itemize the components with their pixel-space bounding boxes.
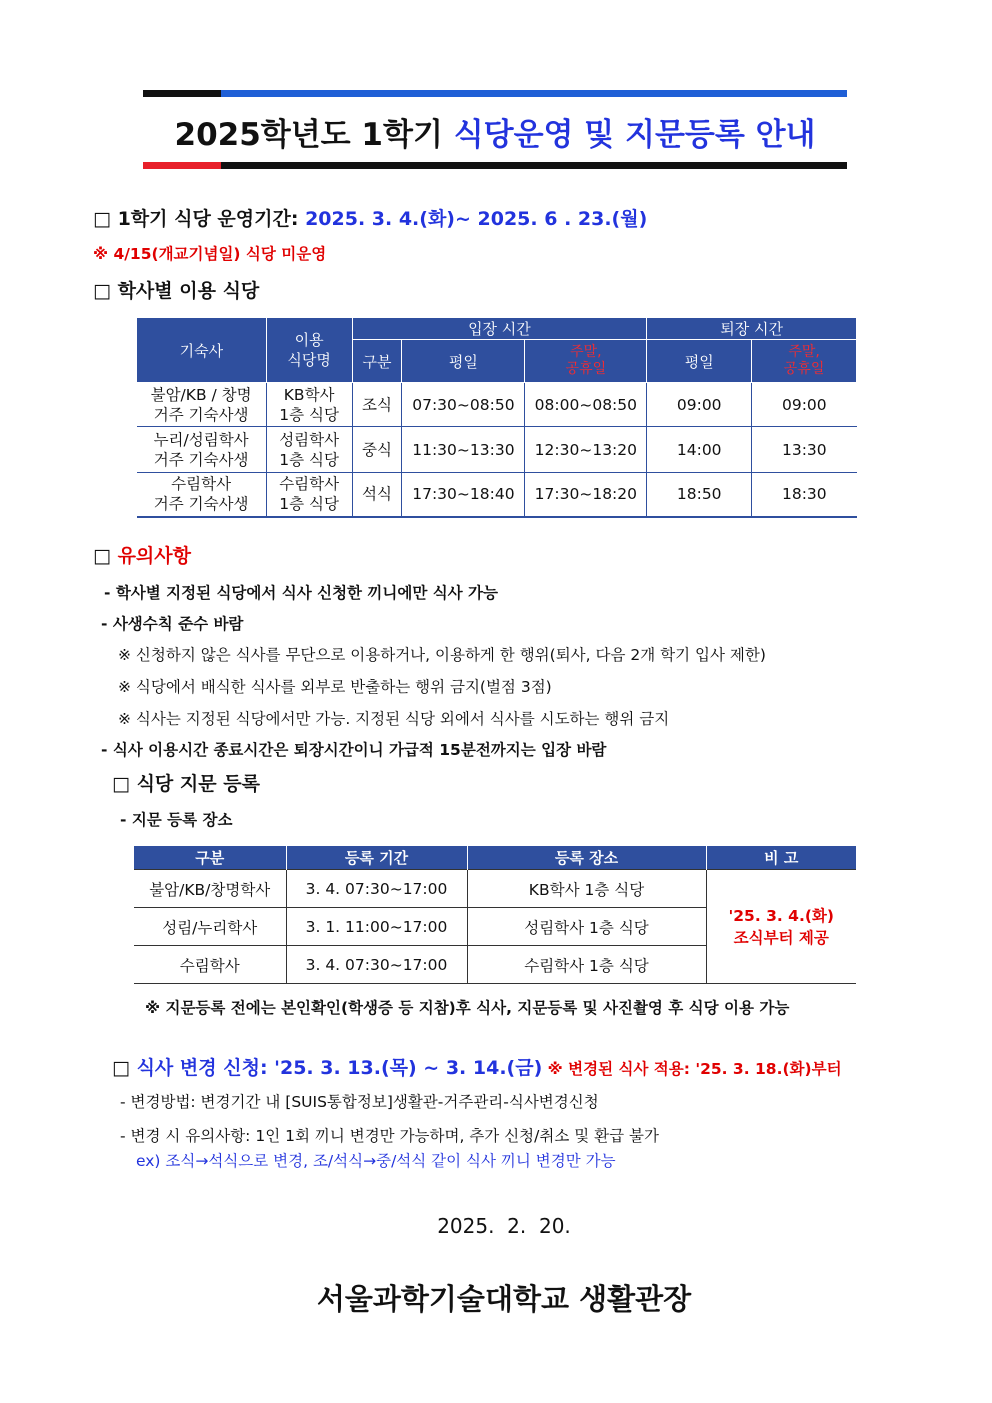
title-banner (143, 90, 847, 170)
table-row (134, 870, 856, 908)
fingerprint-footnote: ※ 지문등록 전에는 본인확인(학생증 등 지참)후 식사, 지문등록 및 사진촬영 후 식당 이용 가능 (145, 999, 790, 1017)
header-exit-holiday: 주말, 공휴일 (752, 340, 857, 383)
cell-in-holiday: 17:30~18:20 (525, 473, 647, 517)
header-type: 구분 (352, 340, 402, 383)
caution-item: ※ 식사는 지정된 식당에서만 가능. 지정된 식당 외에서 식사를 시도하는 행위 금지 (118, 710, 670, 728)
cell-out-weekday: 18:50 (647, 473, 752, 517)
cell-group: 성림/누리학사 (134, 908, 286, 946)
cell-note: '25. 3. 4.(화) 조식부터 제공 (706, 870, 856, 984)
caution-title: □ 유의사항 (93, 545, 191, 567)
cell-in-weekday: 17:30~18:40 (402, 473, 525, 517)
fingerprint-table (134, 846, 856, 984)
cell-group: 수림학사 (134, 946, 286, 984)
cell-out-holiday: 13:30 (752, 427, 857, 473)
header-holiday: 주말, 공휴일 (525, 340, 647, 383)
header-exit-time: 퇴장 시간 (647, 318, 857, 340)
header-note: 비 고 (706, 846, 856, 870)
cell-out-weekday: 09:00 (647, 383, 752, 427)
cell-period: 3. 1. 11:00~17:00 (286, 908, 467, 946)
bottom-rule (143, 162, 847, 169)
meal-change-method: - 변경방법: 변경기간 내 [SUIS통합정보]생활관-거주관리-식사변경신청 (120, 1093, 599, 1111)
cell-dorm: 누리/성림학사 거주 기숙사생 (137, 427, 267, 473)
header-exit-weekday: 평일 (647, 340, 752, 383)
cell-out-holiday: 18:30 (752, 473, 857, 517)
header-group: 구분 (134, 846, 286, 870)
cell-out-holiday: 09:00 (752, 383, 857, 427)
meal-schedule-table (136, 317, 857, 518)
header-entry-time: 입장 시간 (352, 318, 647, 340)
cell-cafeteria: 수림학사 1층 식당 (266, 473, 352, 517)
cell-place: KB학사 1층 식당 (467, 870, 706, 908)
cell-cafeteria: 성림학사 1층 식당 (266, 427, 352, 473)
caution-item: - 사생수칙 준수 바람 (101, 615, 244, 633)
cell-period: 3. 4. 07:30~17:00 (286, 870, 467, 908)
cell-dorm: 불암/KB / 창명 거주 기숙사생 (137, 383, 267, 427)
header-period: 등록 기간 (286, 846, 467, 870)
cell-type: 석식 (352, 473, 402, 517)
closed-note: ※ 4/15(개교기념일) 식당 미운영 (93, 245, 327, 263)
cell-cafeteria: KB학사 1층 식당 (266, 383, 352, 427)
header-dorm: 기숙사 (137, 318, 267, 383)
document-date: 2025. 2. 20. (437, 1214, 571, 1238)
header-cafeteria: 이용 식당명 (266, 318, 352, 383)
cell-place: 수림학사 1층 식당 (467, 946, 706, 984)
caution-item: ※ 식당에서 배식한 식사를 외부로 반출하는 행위 금지(벌점 3점) (118, 678, 552, 696)
fingerprint-location-label: - 지문 등록 장소 (120, 811, 233, 829)
caution-item: - 식사 이용시간 종료시간은 퇴장시간이니 가급적 15분전까지는 입장 바람 (101, 741, 607, 759)
cell-in-holiday: 08:00~08:50 (525, 383, 647, 427)
table-row (137, 383, 857, 427)
top-rule (143, 90, 847, 97)
cell-out-weekday: 14:00 (647, 427, 752, 473)
dorm-section-title: □ 학사별 이용 식당 (93, 280, 260, 302)
meal-change-title: □ 식사 변경 신청: '25. 3. 13.(목) ~ 3. 14.(금) ※ 변경된 식사 적용: '25. 3. 18.(화)부터 (112, 1057, 842, 1079)
table-row (137, 427, 857, 473)
cell-place: 성림학사 1층 식당 (467, 908, 706, 946)
header-place: 등록 장소 (467, 846, 706, 870)
cell-in-weekday: 07:30~08:50 (402, 383, 525, 427)
cell-dorm: 수림학사 거주 기숙사생 (137, 473, 267, 517)
fingerprint-title: □ 식당 지문 등록 (112, 773, 260, 795)
issuer-signature: 서울과학기술대학교 생활관장 (316, 1282, 692, 1316)
meal-change-example: ex) 조식→석식으로 변경, 조/석식→중/석식 같이 식사 끼니 변경만 가능 (136, 1152, 616, 1170)
cell-in-weekday: 11:30~13:30 (402, 427, 525, 473)
page-title: 2025학년도 1학기 식당운영 및 지문등록 안내 (174, 117, 816, 153)
caution-item: ※ 신청하지 않은 식사를 무단으로 이용하거나, 이용하게 한 행위(퇴사, 다음 2개 학기 입사 제한) (118, 646, 766, 664)
cell-period: 3. 4. 07:30~17:00 (286, 946, 467, 984)
table-row (137, 473, 857, 517)
meal-change-caution: - 변경 시 유의사항: 1인 1회 끼니 변경만 가능하며, 추가 신청/취소 및 환급 불가 (120, 1127, 659, 1145)
cell-group: 불암/KB/창명학사 (134, 870, 286, 908)
header-weekday: 평일 (402, 340, 525, 383)
caution-item: - 학사별 지정된 식당에서 식사 신청한 끼니에만 식사 가능 (104, 584, 498, 602)
cell-type: 조식 (352, 383, 402, 427)
operation-period: □ 1학기 식당 운영기간: 2025. 3. 4.(화)~ 2025. 6 . 23.(월) (93, 208, 648, 230)
cell-in-holiday: 12:30~13:20 (525, 427, 647, 473)
cell-type: 중식 (352, 427, 402, 473)
